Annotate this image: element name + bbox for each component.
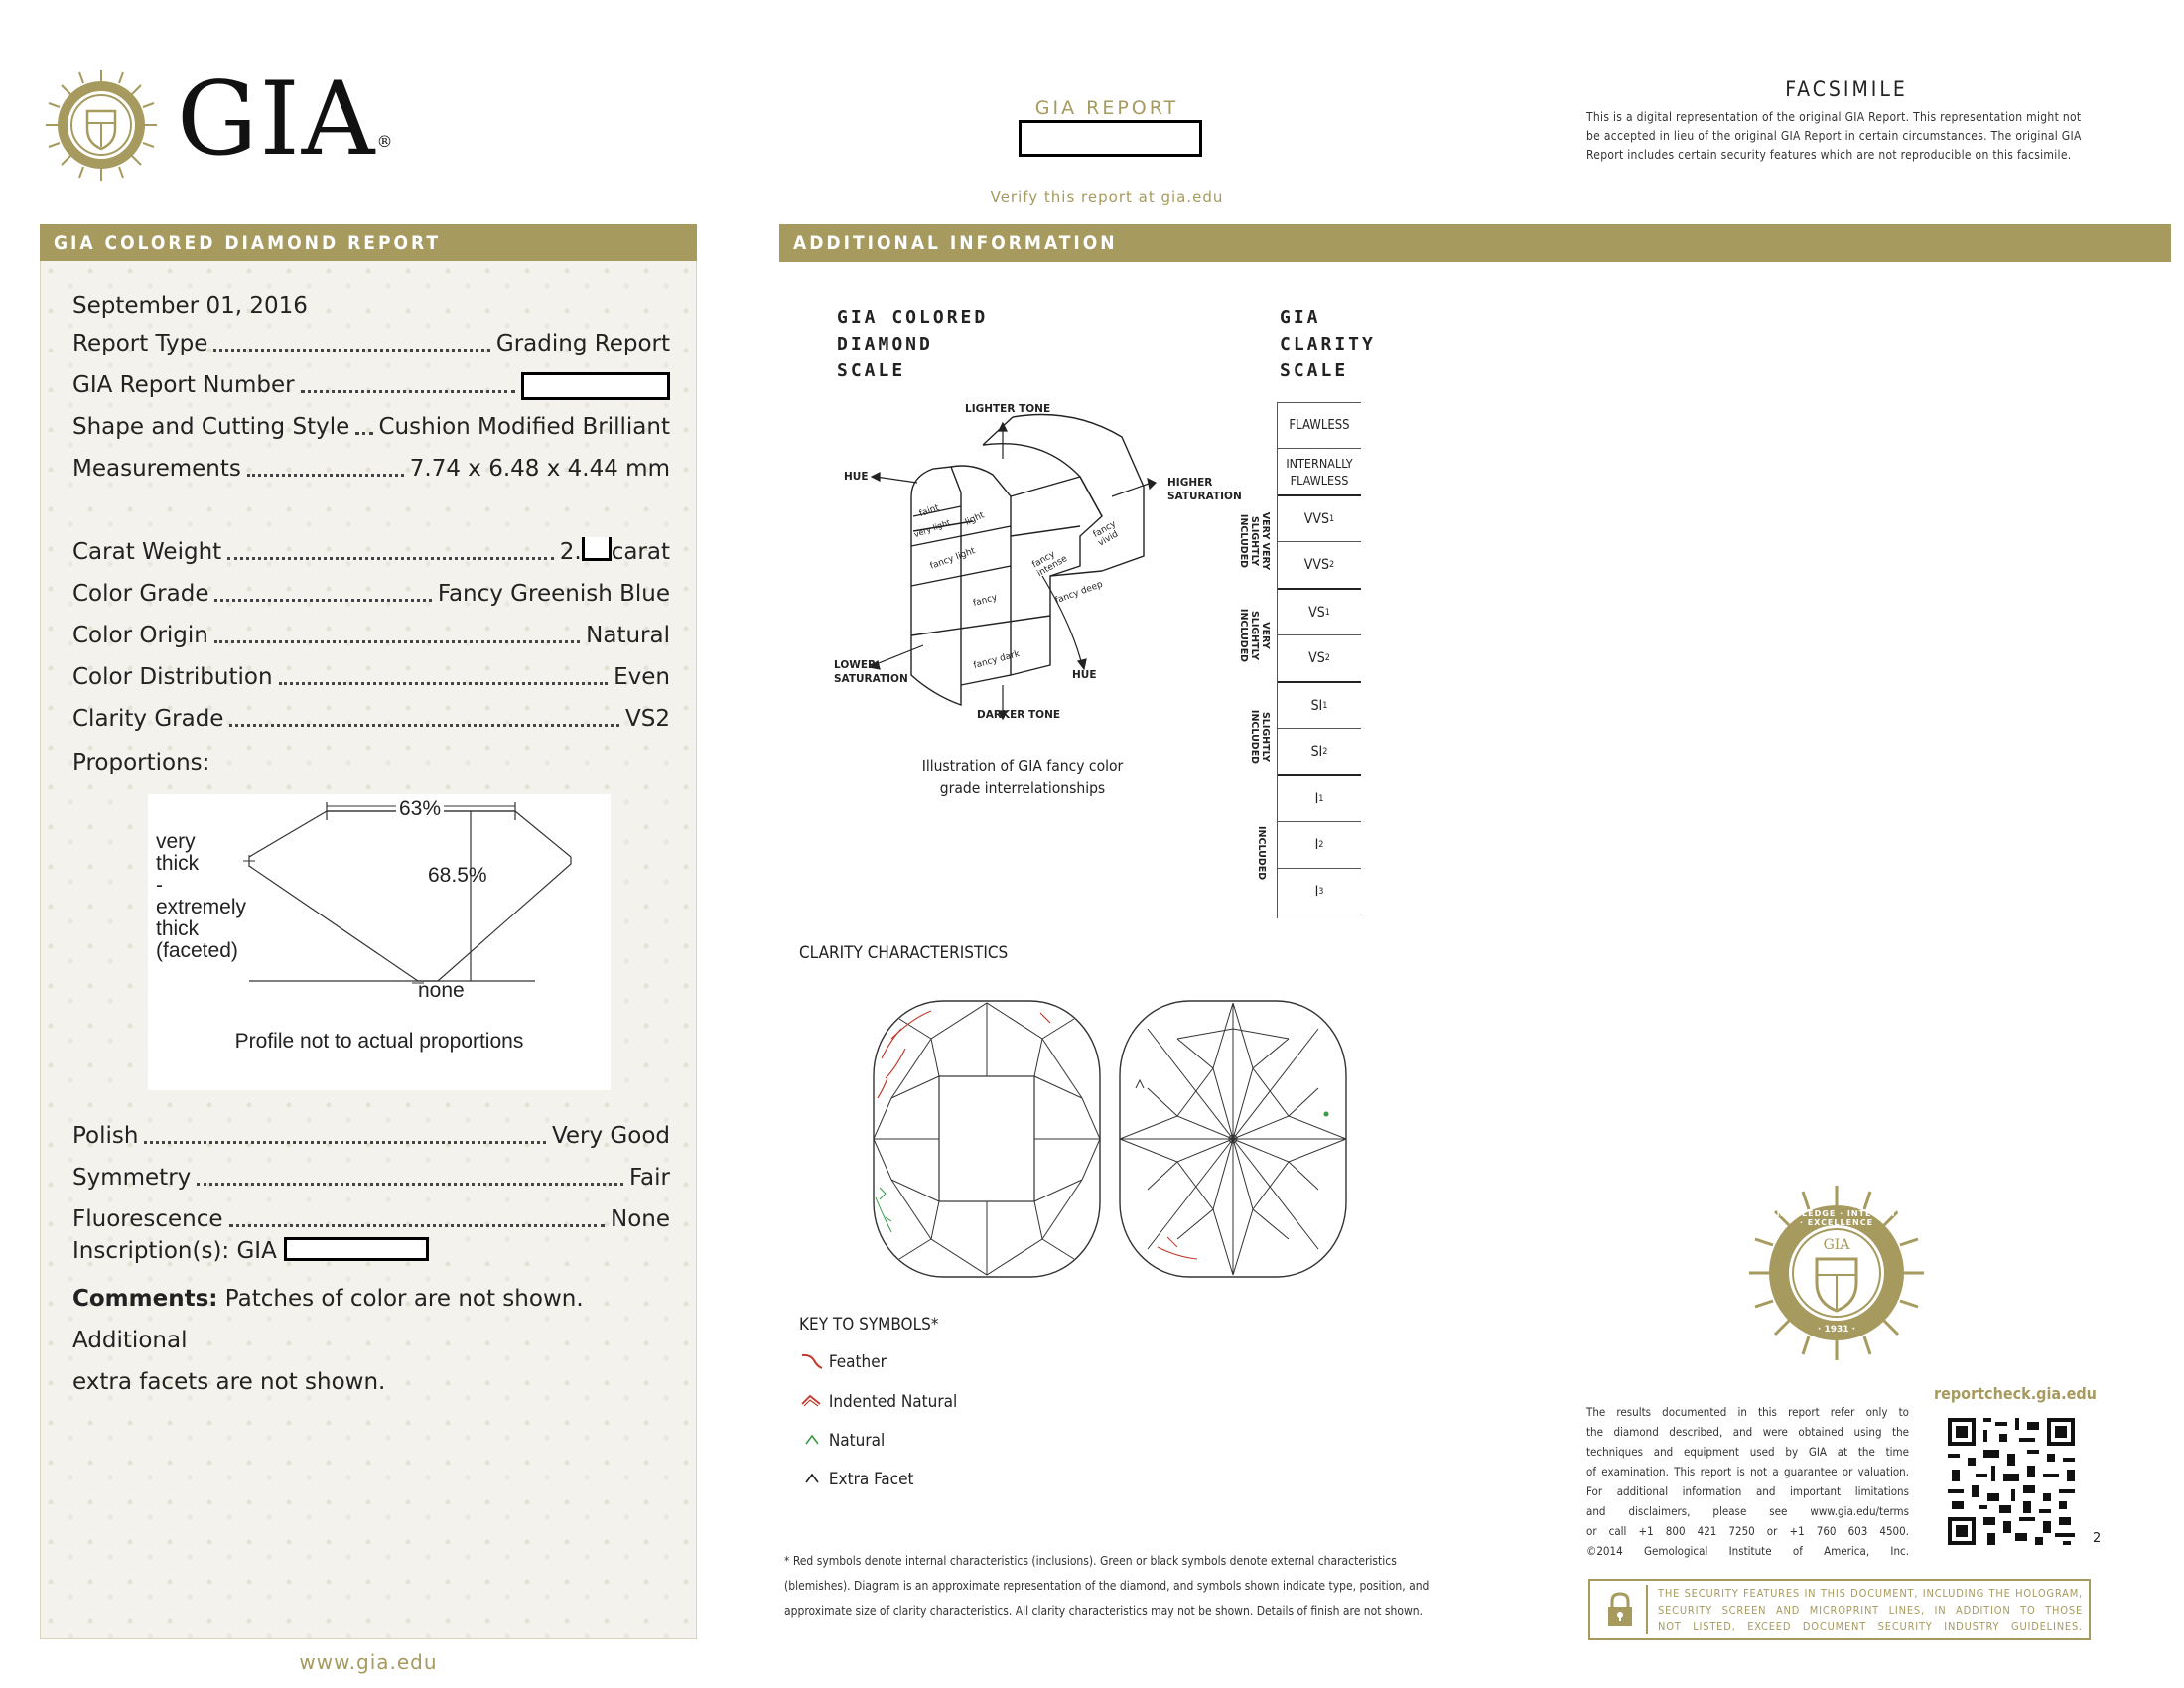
row-label: Carat Weight <box>72 539 222 565</box>
row-label: Color Distribution <box>72 664 273 690</box>
feather-icon <box>800 1352 824 1370</box>
row-value: Fancy Greenish Blue <box>437 581 670 607</box>
row-shape <box>72 412 670 442</box>
report-number-box <box>521 372 670 400</box>
clarity-grade-i1 <box>1278 774 1361 821</box>
culet-label: none <box>418 979 465 1002</box>
row-value: Cushion Modified Brilliant <box>378 414 670 440</box>
seal-gia: GIA <box>1823 1237 1850 1253</box>
grade-main: I <box>1314 790 1319 807</box>
key-label: Feather <box>828 1352 887 1372</box>
grade-main: VS <box>1308 650 1325 666</box>
label-fancy-vivid: fancy vivid <box>1091 519 1121 549</box>
facsimile-title: FACSIMILE <box>1785 77 1908 101</box>
comments <box>72 1278 678 1403</box>
row-label: Shape and Cutting Style <box>72 414 350 440</box>
label-hue-left: HUE <box>844 471 869 483</box>
label-fancy-dark: fancy dark <box>972 649 1022 671</box>
label-fancy-light: fancy light <box>928 546 977 572</box>
verify-text[interactable]: Verify this report at gia.edu <box>990 188 1224 206</box>
key-extra-facet <box>800 1470 914 1489</box>
comments-label: Comments: <box>72 1286 218 1312</box>
grade-sub: 1 <box>1324 607 1330 618</box>
grade-sub: 2 <box>1322 747 1328 757</box>
girdle-line: thick <box>156 852 200 875</box>
key-label: Natural <box>828 1431 886 1451</box>
clarity-grade-flawless <box>1278 402 1361 448</box>
label-very-light: very light <box>912 517 952 540</box>
row-report-type <box>72 329 670 358</box>
left-section-header: GIA COLORED DIAMOND REPORT <box>40 224 697 262</box>
row-value <box>560 537 670 567</box>
grade-main: I <box>1314 837 1319 853</box>
clarity-plot-crown <box>872 999 1102 1279</box>
row-color-grade <box>72 579 670 609</box>
color-grade-diagram <box>834 397 1242 735</box>
facsimile-line: Report includes certain security features which are not reproducible on this facsimile. <box>1586 148 2072 162</box>
row-value: Very Good <box>551 1123 670 1149</box>
label-faint: faint <box>917 502 941 520</box>
label-fancy-deep: fancy deep <box>1053 579 1105 607</box>
title-line: SCALE <box>1280 360 1349 381</box>
registered-mark: ® <box>376 132 395 151</box>
grade-main: SI <box>1310 697 1323 714</box>
clarity-plot-pavilion <box>1118 999 1348 1279</box>
key-indented-natural <box>800 1392 957 1412</box>
row-label: Color Grade <box>72 581 209 607</box>
clarity-scale-table <box>1277 402 1361 918</box>
girdle-line: - <box>156 874 163 897</box>
gia-wordmark <box>177 61 395 179</box>
grade-main: SI <box>1310 744 1323 760</box>
clarity-grade-vvs1 <box>1278 494 1361 541</box>
seal-year: · 1931 · <box>1817 1325 1856 1335</box>
report-details-panel <box>40 261 697 1639</box>
row-color-origin <box>72 621 670 650</box>
disclaimer-line: and disclaimers, please see www.gia.edu/terms <box>1586 1504 1909 1518</box>
grade-sub: 3 <box>1318 886 1324 897</box>
footnote-line: * Red symbols denote internal characteristics (inclusions). Green or black symbols denote external characteristics <box>784 1554 1397 1568</box>
group-label-si: SLIGHTLY INCLUDED <box>1249 709 1271 765</box>
girdle-description <box>156 831 246 962</box>
security-box <box>1588 1579 2091 1640</box>
title-line: GIA <box>1280 307 1321 328</box>
clarity-characteristics-title: CLARITY CHARACTERISTICS <box>799 943 1009 963</box>
disclaimer-line: techniques and equipment used by GIA at the time <box>1586 1445 1909 1459</box>
row-value: Natural <box>586 623 670 648</box>
row-fluorescence <box>72 1204 670 1234</box>
clarity-grade-if <box>1278 448 1361 494</box>
disclaimer-line: of examination. This report is not a guarantee or valuation. <box>1586 1465 1909 1478</box>
row-label: Measurements <box>72 456 241 482</box>
girdle-line: very <box>156 830 196 853</box>
row-carat-weight <box>72 537 670 567</box>
inscription-label: Inscription(s): GIA <box>72 1238 277 1264</box>
clarity-scale-title <box>1280 304 1376 384</box>
group-label-vs: VERY SLIGHTLY INCLUDED <box>1238 608 1271 663</box>
caption-line: Illustration of GIA fancy color <box>921 757 1124 774</box>
color-scale-title <box>837 304 988 384</box>
lock-icon <box>1594 1585 1648 1634</box>
clarity-grade-vs1 <box>1278 588 1361 634</box>
inscription-row <box>72 1236 429 1266</box>
row-symmetry <box>72 1163 670 1193</box>
grade-sub: 2 <box>1318 840 1324 850</box>
row-label: Report Type <box>72 331 208 356</box>
comments-text: Patches of color are not shown. Additional <box>72 1286 584 1353</box>
grade-main: VS <box>1308 604 1325 621</box>
grade-main: INTERNALLY FLAWLESS <box>1286 456 1353 488</box>
key-title: KEY TO SYMBOLS* <box>799 1315 939 1335</box>
natural-icon <box>800 1431 824 1449</box>
gia-seal-large <box>1749 1186 1924 1360</box>
caption-line: grade interrelationships <box>939 779 1106 797</box>
title-line: SCALE <box>837 360 906 381</box>
row-value: Fair <box>628 1165 670 1191</box>
row-value: VS2 <box>625 706 670 732</box>
report-number-redacted <box>1019 120 1202 157</box>
disclaimer-line: ©2014 Gemological Institute of America, Inc. <box>1586 1544 1909 1558</box>
clarity-grade-i2 <box>1278 821 1361 868</box>
title-line: DIAMOND <box>837 334 933 354</box>
group-label-vvs: VERY VERY SLIGHTLY INCLUDED <box>1238 511 1271 571</box>
grade-main: I <box>1314 883 1319 900</box>
footnote-line: (blemishes). Diagram is an approximate representation of the diamond, and symbols shown indicate type, position, and <box>784 1579 1430 1593</box>
disclaimer-line: the diamond described, and were obtained using the <box>1586 1425 1909 1439</box>
grade-main: FLAWLESS <box>1289 418 1350 433</box>
clarity-grade-si1 <box>1278 681 1361 728</box>
row-label: Color Origin <box>72 623 208 648</box>
disclaimer <box>1586 1402 1909 1561</box>
security-line: THE SECURITY FEATURES IN THIS DOCUMENT, INCLUDING THE HOLOGRAM, <box>1658 1587 2083 1600</box>
carat-prefix: 2. <box>559 539 582 565</box>
proportions-caption: Profile not to actual proportions <box>234 1030 524 1053</box>
table-percent: 63% <box>396 797 444 821</box>
row-label: GIA Report Number <box>72 372 295 398</box>
key-natural <box>800 1431 885 1451</box>
clarity-grade-vs2 <box>1278 634 1361 681</box>
label-lower-sat-2: SATURATION <box>834 673 908 685</box>
group-label-i: INCLUDED <box>1256 826 1267 881</box>
illustration-caption <box>874 755 1171 800</box>
girdle-line: extremely <box>156 896 247 918</box>
reportcheck-link[interactable]: reportcheck.gia.edu <box>1934 1384 2097 1403</box>
label-fancy-intense: fancy intense <box>1030 549 1070 580</box>
disclaimer-line: or call +1 800 421 7250 or +1 760 603 4500. <box>1586 1524 1909 1538</box>
row-polish <box>72 1121 670 1151</box>
footnote-line: approximate size of clarity characteristics. All clarity characteristics may not be shown. Details of finish are not shown. <box>784 1604 1424 1618</box>
row-value: 7.74 x 6.48 x 4.44 mm <box>409 456 670 482</box>
extra-facet-icon <box>800 1470 824 1487</box>
label-higher-sat-1: HIGHER <box>1167 477 1213 489</box>
facsimile-notice <box>1586 108 2093 165</box>
row-report-number <box>72 370 670 400</box>
girdle-line: (faceted) <box>156 939 238 962</box>
inscription-redacted <box>284 1237 429 1261</box>
grade-main: VVS <box>1303 510 1330 527</box>
security-line: SECURITY SCREEN AND MICROPRINT LINES, IN ADDITION TO THOSE <box>1658 1604 2083 1617</box>
security-text <box>1658 1585 2083 1635</box>
clarity-grade-si2 <box>1278 728 1361 774</box>
row-value: None <box>610 1206 670 1232</box>
label-darker-tone: DARKER TONE <box>977 709 1061 721</box>
row-value: Grading Report <box>495 331 670 356</box>
row-label: Polish <box>72 1123 139 1149</box>
label-higher-sat-2: SATURATION <box>1167 491 1242 502</box>
girdle-line: thick <box>156 917 200 940</box>
grade-sub: 1 <box>1318 793 1324 804</box>
row-color-distribution <box>72 662 670 692</box>
comments-text: extra facets are not shown. <box>72 1369 386 1395</box>
grade-sub: 1 <box>1322 700 1328 711</box>
grade-sub: 2 <box>1329 560 1335 570</box>
label-hue-bottom: HUE <box>1072 669 1097 681</box>
disclaimer-line: The results documented in this report refer only to <box>1586 1405 1909 1419</box>
right-section-header: ADDITIONAL INFORMATION <box>779 224 2171 262</box>
page-number: 2 <box>2093 1531 2102 1546</box>
clarity-grade-i3 <box>1278 868 1361 914</box>
disclaimer-line: For additional information and important limitations <box>1586 1484 1909 1498</box>
gia-brand-text: GIA <box>177 61 377 179</box>
indented-natural-icon <box>800 1392 824 1410</box>
security-line: NOT LISTED, EXCEED DOCUMENT SECURITY INDUSTRY GUIDELINES. <box>1658 1620 2083 1633</box>
key-feather <box>800 1352 887 1372</box>
gia-report-label: GIA REPORT <box>1034 97 1179 119</box>
row-label: Fluorescence <box>72 1206 223 1232</box>
carat-unit: carat <box>611 539 670 565</box>
title-line: GIA COLORED <box>837 307 989 328</box>
seal-motto: KNOWLEDGE · INTEGRITY · EXCELLENCE <box>1769 1209 1904 1227</box>
grade-main: VVS <box>1303 557 1330 573</box>
row-label: Symmetry <box>72 1165 192 1191</box>
grade-sub: 1 <box>1329 513 1335 524</box>
report-date: September 01, 2016 <box>72 293 308 319</box>
depth-percent: 68.5% <box>428 864 487 887</box>
footnote <box>784 1549 1430 1623</box>
clarity-grade-vvs2 <box>1278 541 1361 588</box>
facsimile-line: be accepted in lieu of the original GIA Report in certain circumstances. The original GIA <box>1586 129 2082 143</box>
qr-code[interactable] <box>1944 1414 2079 1549</box>
row-value: Even <box>614 664 670 690</box>
footer-url[interactable]: www.gia.edu <box>299 1650 438 1674</box>
label-lower-sat-1: LOWER <box>834 659 877 671</box>
gia-seal-logo <box>44 68 159 183</box>
carat-redacted <box>582 537 612 561</box>
key-label: Indented Natural <box>828 1392 958 1412</box>
label-lighter-tone: LIGHTER TONE <box>965 403 1051 415</box>
label-fancy: fancy <box>972 592 999 610</box>
facsimile-line: This is a digital representation of the original GIA Report. This representation might not <box>1586 110 2082 124</box>
proportions-diagram <box>148 794 611 1090</box>
row-label: Clarity Grade <box>72 706 224 732</box>
label-light: light <box>963 510 987 528</box>
key-label: Extra Facet <box>828 1470 914 1489</box>
proportions-label: Proportions: <box>72 750 210 775</box>
row-clarity-grade <box>72 704 670 734</box>
grade-sub: 2 <box>1324 653 1330 663</box>
title-line: CLARITY <box>1280 334 1376 354</box>
row-measurements <box>72 454 670 484</box>
